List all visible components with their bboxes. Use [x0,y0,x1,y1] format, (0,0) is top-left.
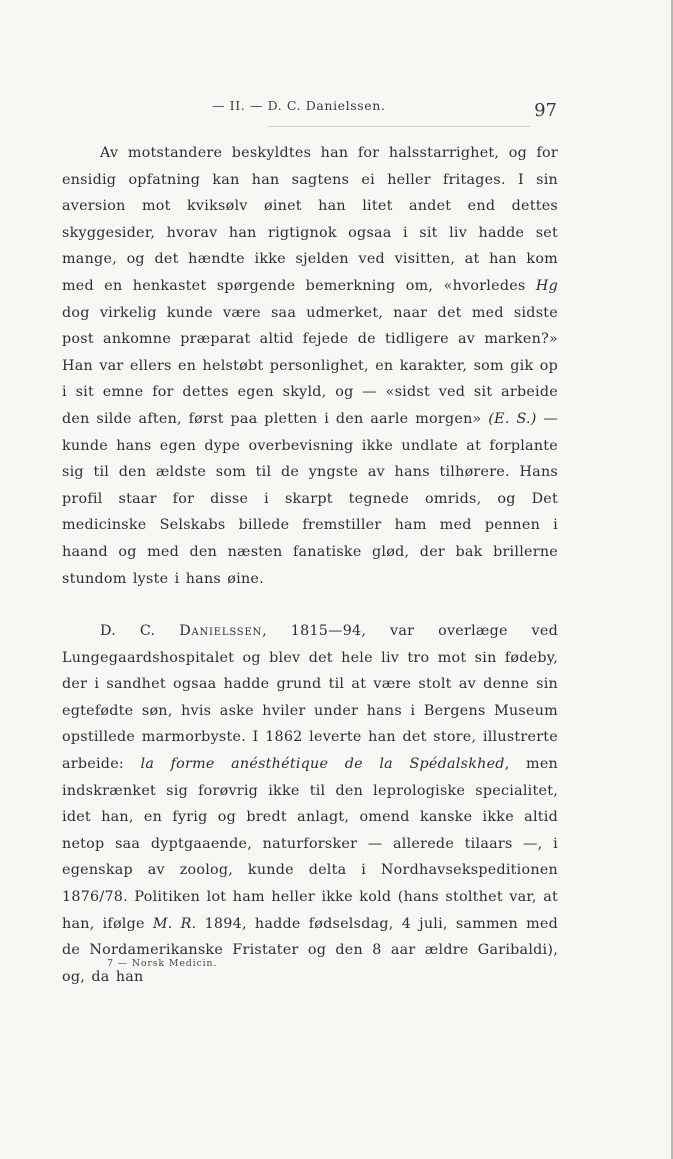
body-text [62,140,558,990]
paragraph-2-text-1: , 1815—94, var overlæge ved Lungegaardshospitalet og blev det hele liv tro mot sin fødeby, der i sandhet ogsaa hadde grund til at være stolt av denne sin egtefødte søn, hvis aske hviler under hans i Bergens Museum opstillede marmorbyste. I 1862 leverte han det store, illustrerte arbeide: [62,623,558,773]
paragraph-2-text-2: , men indskrænket sig forøvrig ikke til den leprologiske specialitet, idet han, en fyrig og bredt anlagt, omend kanske ikke altid netop saa dyptgaaende, naturforsker — allerede tilaars —, i egenskap av zoolog, kunde delta i Nordhavsekspeditionen 1876/78. Politiken lot ham heller ikke kold (hans stolthet var, at han, ifølge [62,756,558,932]
paragraph-1-italic-es: (E. S.) [488,410,537,427]
paragraph-2-text-3: 1894, hadde fødselsdag, 4 juli, sammen med de Nordamerikanske Fristater og den 8 aar ældre Garibaldi), og, da han [62,915,559,985]
paragraph-1-text-1: Av motstandere beskyldtes han for halsstarrighet, og for ensidig opfatning kan han sagtens ei heller fritages. I sin aversion mot kviksølv øinet han litet andet end dettes skyggesider, hvorav han rigtignok ogsaa i sit liv hadde set mange, og det hændte ikke sjelden ved visitten, at han kom med en henkastet spørgende bemerkning om, «hvorledes [62,145,558,294]
paragraph-1-text-2: dog virkelig kunde være saa udmerket, naar det med sidste post ankomne præparat altid fejede de tidligere av marken?» Han var ellers en helstøbt personlighet, en karakter, som gik op i sit emne for dettes egen skyld, og — «sidst ved sit arbeide den silde aften, først paa pletten i den aarle morgen» [62,304,558,427]
paragraph-1-italic-hg: Hg [535,277,558,294]
header-rule [268,126,530,127]
person-initials: D. C. [100,623,180,640]
signature-line: 7 — Norsk Medicin. [107,958,218,969]
paragraph-1-text-3: — kunde hans egen dype overbevisning ikke undlate at forplante sig til den ældste som til de yngste av hans tilhørere. Hans profil staar for disse i skarpt tegnede omrids, og Det medicinske Selskabs billede fremstiller ham med pennen i haand og med den næsten fanatiske glød, der bak brillerne stundom lyste i hans øine. [62,410,559,587]
running-head-title: — II. — D. C. Danielssen. [212,98,386,113]
paragraph-1 [62,140,558,592]
paragraph-2 [62,618,558,990]
person-surname: Danielssen [179,623,263,640]
page-number: 97 [534,100,557,121]
paragraph-2-italic-mr: M. R. [152,915,197,932]
running-head [62,96,562,121]
work-title-italic: la forme anésthétique de la Spédalskhed [140,756,505,773]
